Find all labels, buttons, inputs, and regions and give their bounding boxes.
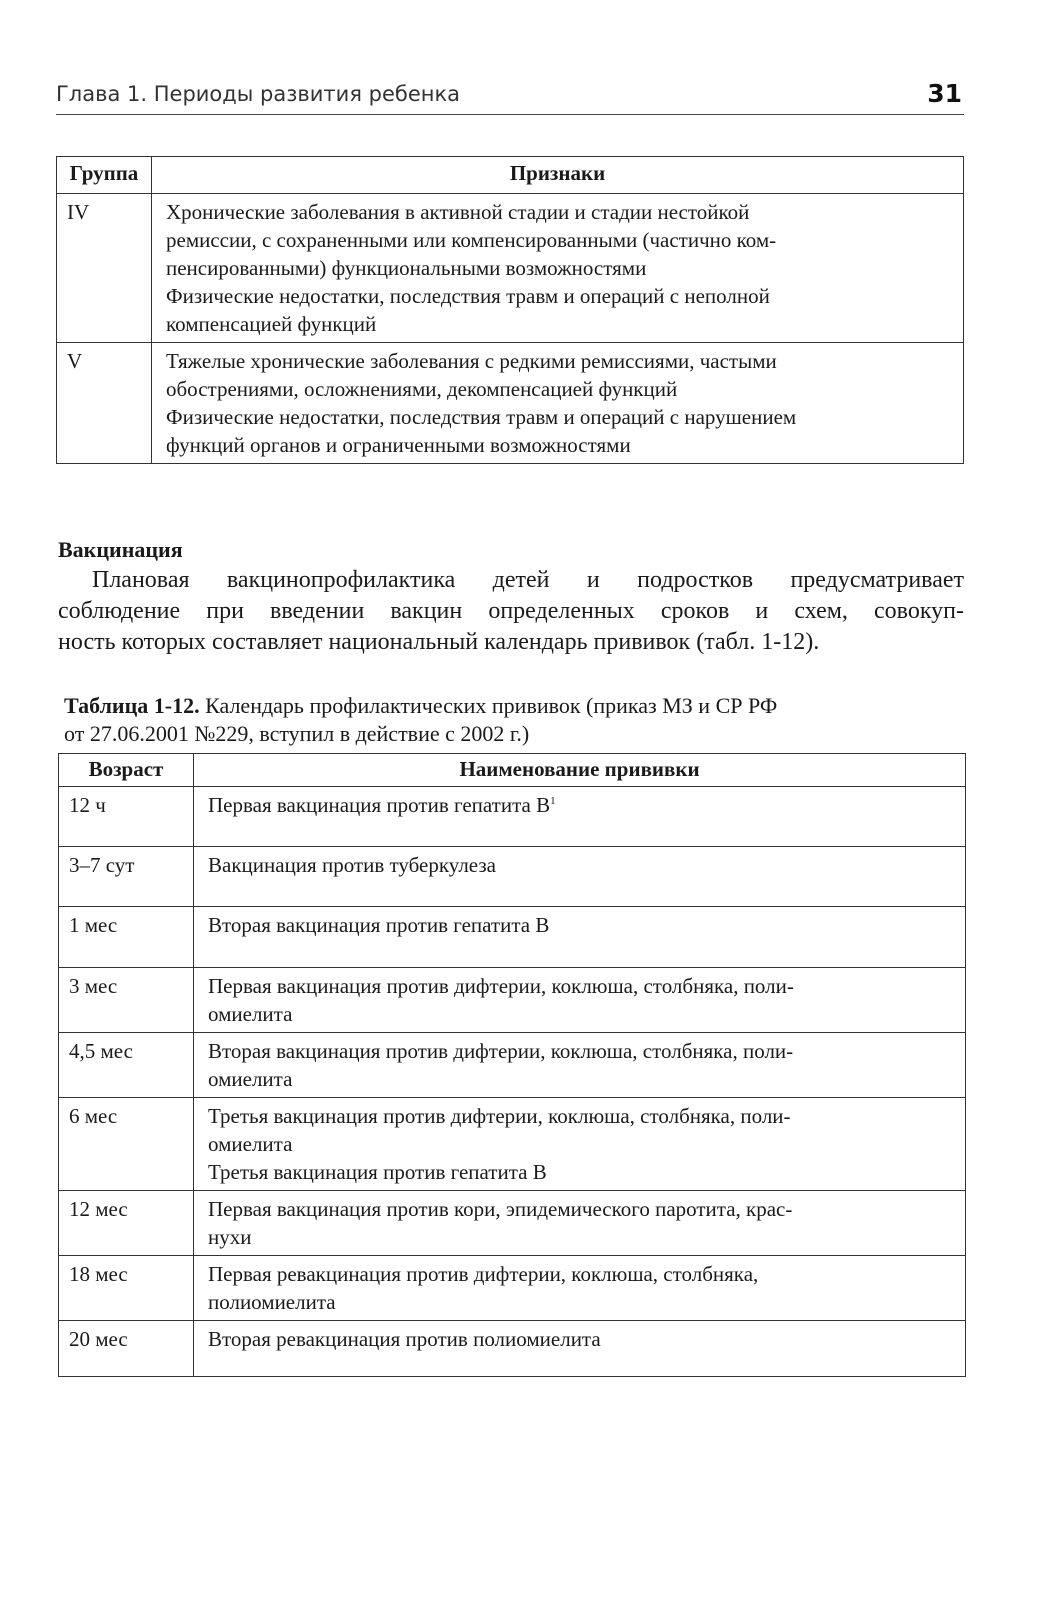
vaccine-line: омиелита [208,1002,293,1026]
vaccine-line: Первая ревакцинация против дифтерии, коклюша, столбняка, [208,1262,759,1286]
vaccine-cell [194,787,966,847]
vaccine-cell [194,1033,966,1098]
table-caption [64,692,944,748]
vaccine-line: Первая вакцинация против дифтерии, коклюша, столбняка, поли- [208,974,794,998]
vaccine-cell [194,1321,966,1377]
signs-line: Тяжелые хронические заболевания с редкими ремиссиями, частыми [166,349,777,373]
age-cell: 1 мес [59,907,194,968]
caption-text: Календарь профилактических прививок (приказ МЗ и СР РФ [199,693,778,718]
table-row [57,194,964,343]
vaccine-cell [194,1256,966,1321]
table-row [59,968,966,1033]
vaccine-line: Третья вакцинация против дифтерии, коклюша, столбняка, поли- [208,1104,791,1128]
signs-line: Хронические заболевания в активной стадии и стадии нестойкой [166,200,750,224]
table-row [57,343,964,464]
age-cell: 4,5 мес [59,1033,194,1098]
running-head [56,80,964,115]
signs-line: Физические недостатки, последствия травм и операций с неполной [166,284,770,308]
vaccination-schedule-table [58,753,966,1377]
signs-cell [152,194,964,343]
table-row [59,907,966,968]
vaccine-line: Третья вакцинация против гепатита B [208,1160,547,1184]
page-number: 31 [927,79,962,108]
group-cell: V [57,343,152,464]
caption-line: от 27.06.2001 №229, вступил в действие с 2002 г.) [64,721,530,746]
vaccine-line: Вторая вакцинация против дифтерии, коклюша, столбняка, поли- [208,1039,794,1063]
age-cell: 12 мес [59,1191,194,1256]
table-row [59,847,966,907]
age-cell: 20 мес [59,1321,194,1377]
signs-line: функций органов и ограниченными возможностями [166,433,631,457]
paragraph-line: ность которых составляет национальный календарь прививок (табл. 1-12). [58,629,820,655]
vaccine-cell [194,968,966,1033]
caption-label: Таблица 1-12. [64,693,200,718]
column-header-signs: Признаки [152,157,964,194]
vaccine-line: Вторая вакцинация против гепатита B [208,913,550,937]
body-paragraph [58,565,964,658]
vaccine-line: Вторая ревакцинация против полиомиелита [208,1327,601,1351]
vaccine-line: Первая вакцинация против кори, эпидемического паротита, крас- [208,1197,793,1221]
vaccine-line: Вакцинация против туберкулеза [208,853,497,877]
table-row [59,1191,966,1256]
group-cell: IV [57,194,152,343]
signs-line: компенсацией функций [166,312,377,336]
paragraph-line: Плановая вакцинопрофилактика детей и подростков предусматривает [92,567,964,593]
column-header-age: Возраст [59,754,194,787]
table-row [59,1033,966,1098]
column-header-vaccine: Наименование прививки [194,754,966,787]
signs-line: ремиссии, с сохраненными или компенсированными (частично ком- [166,228,777,252]
signs-line: Физические недостатки, последствия травм и операций с нарушением [166,405,797,429]
paragraph-line: соблюдение при введении вакцин определенных сроков и схем, совокуп- [58,598,964,624]
vaccine-line: нухи [208,1225,252,1249]
table-row [59,1256,966,1321]
table-row [59,1098,966,1191]
vaccine-line: Первая вакцинация против гепатита B [208,793,551,817]
table-header-row [59,754,966,787]
vaccine-cell [194,1098,966,1191]
age-cell: 3–7 сут [59,847,194,907]
age-cell: 6 мес [59,1098,194,1191]
caption-line [64,692,944,720]
vaccine-cell [194,1191,966,1256]
table-row [59,1321,966,1377]
vaccine-cell [194,907,966,968]
age-cell: 18 мес [59,1256,194,1321]
column-header-group: Группа [57,157,152,194]
chapter-title: Глава 1. Периоды развития ребенка [56,82,461,106]
section-heading: Вакцинация [58,537,183,562]
vaccine-line: омиелита [208,1132,293,1156]
signs-line: обострениями, осложнениями, декомпенсацией функций [166,377,678,401]
signs-cell [152,343,964,464]
age-cell: 12 ч [59,787,194,847]
health-groups-table [56,156,964,464]
age-cell: 3 мес [59,968,194,1033]
vaccine-line: омиелита [208,1067,293,1091]
table-header-row [57,157,964,194]
vaccine-line: полиомиелита [208,1290,336,1314]
signs-line: пенсированными) функциональными возможностями [166,256,647,280]
footnote-mark: 1 [550,795,556,807]
table-row [59,787,966,847]
vaccine-cell [194,847,966,907]
